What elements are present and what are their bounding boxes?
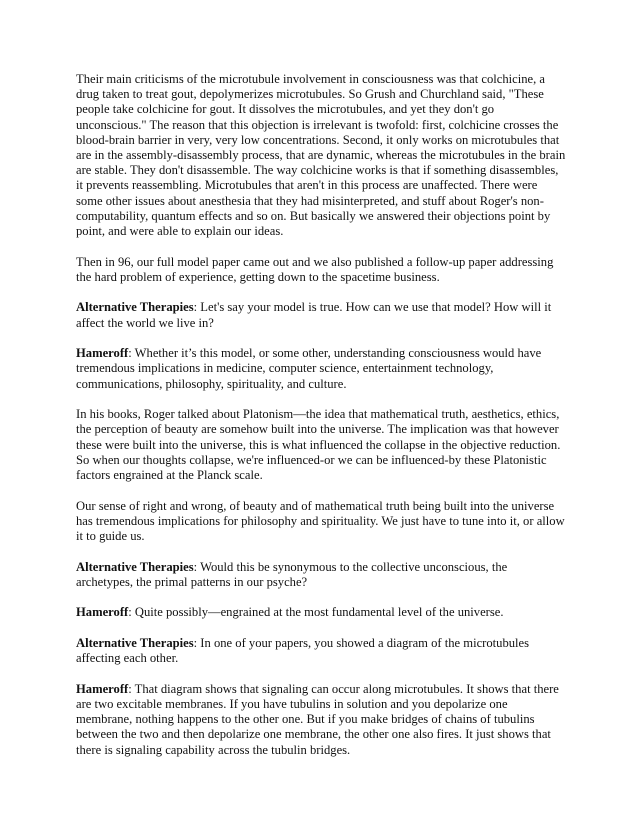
speaker-label: Hameroff <box>76 346 129 361</box>
paragraph-9 <box>76 636 566 666</box>
paragraph-text: In his books, Roger talked about Platonism—the idea that mathematical truth, aesthetics, ethics, the perception of beauty are somehow built into the universe. The implication was that however these were built into the universe, this is what influenced the collapse in the objective reduction. So when our thoughts collapse, we're influenced-or we can be influenced-by these Platonistic factors engrained at the Planck scale. <box>76 407 561 483</box>
paragraph-text: : Quite possibly—engrained at the most fundamental level of the universe. <box>128 605 504 620</box>
paragraph-5 <box>76 407 566 483</box>
paragraph-3 <box>76 300 566 330</box>
speaker-label: Hameroff <box>76 605 129 620</box>
paragraph-text: : Whether it’s this model, or some other, understanding consciousness would have tremendous implications in medicine, computer science, entertainment technology, communications, philosophy, spirituality, and culture. <box>76 346 542 391</box>
paragraph-10 <box>76 682 566 758</box>
paragraph-7 <box>76 560 566 590</box>
paragraph-text: Our sense of right and wrong, of beauty and of mathematical truth being built into the universe has tremendous implications for philosophy and spirituality. We just have to tune into it, or allow it to guide us. <box>76 498 565 544</box>
paragraph-1 <box>76 72 566 239</box>
paragraph-text: : In one of your papers, you showed a diagram of the microtubules affecting each other. <box>76 636 530 666</box>
paragraph-4 <box>76 346 566 392</box>
paragraph-text: : Let's say your model is true. How can we use that model? How will it affect the world we live in? <box>76 300 552 330</box>
speaker-label: Alternative Therapies <box>76 559 194 574</box>
speaker-label: Alternative Therapies <box>76 300 194 315</box>
paragraph-2 <box>76 255 566 285</box>
speaker-label: Hameroff <box>76 681 129 696</box>
document-body <box>76 72 566 773</box>
paragraph-text: Then in 96, our full model paper came out and we also published a follow-up paper addressing the hard problem of experience, getting down to the spacetime business. <box>76 254 554 284</box>
paragraph-8 <box>76 605 566 620</box>
paragraph-text: : Would this be synonymous to the collective unconscious, the archetypes, the primal patterns in our psyche? <box>76 559 508 589</box>
speaker-label: Alternative Therapies <box>76 636 194 651</box>
paragraph-6 <box>76 499 566 545</box>
paragraph-text: Their main criticisms of the microtubule involvement in consciousness was that colchicine, a drug taken to treat gout, depolymerizes microtubules. So Grush and Churchland said, "These people take colchicine for gout. It dissolves the microtubules, and yet they don't go unconscious." The reason that this objection is irrelevant is twofold: first, colchicine crosses the blood-brain barrier in very, very low concentrations. Second, it only works on microtubules that are in the assembly-disassembly process, that are dynamic, whereas the microtubules in the brain are stable. They don't disassemble. The way colchicine works is that if something disassembles, it prevents reassembling. Microtubules that aren't in this process are unaffected. There were some other issues about anesthesia that they had misinterpreted, and stuff about Roger's non-computability, quantum effects and so on. But basically we answered their objections point by point, and were able to explain our ideas. <box>76 72 566 239</box>
paragraph-text: : That diagram shows that signaling can occur along microtubules. It shows that there are two excitable membranes. If you have tubulins in solution and you depolarize one membrane, nothing happens to the other one. But if you make bridges of chains of tubulins between the two and then depolarize one membrane, the other one also fires. It just shows that there is signaling capability across the tubulin bridges. <box>76 681 559 757</box>
